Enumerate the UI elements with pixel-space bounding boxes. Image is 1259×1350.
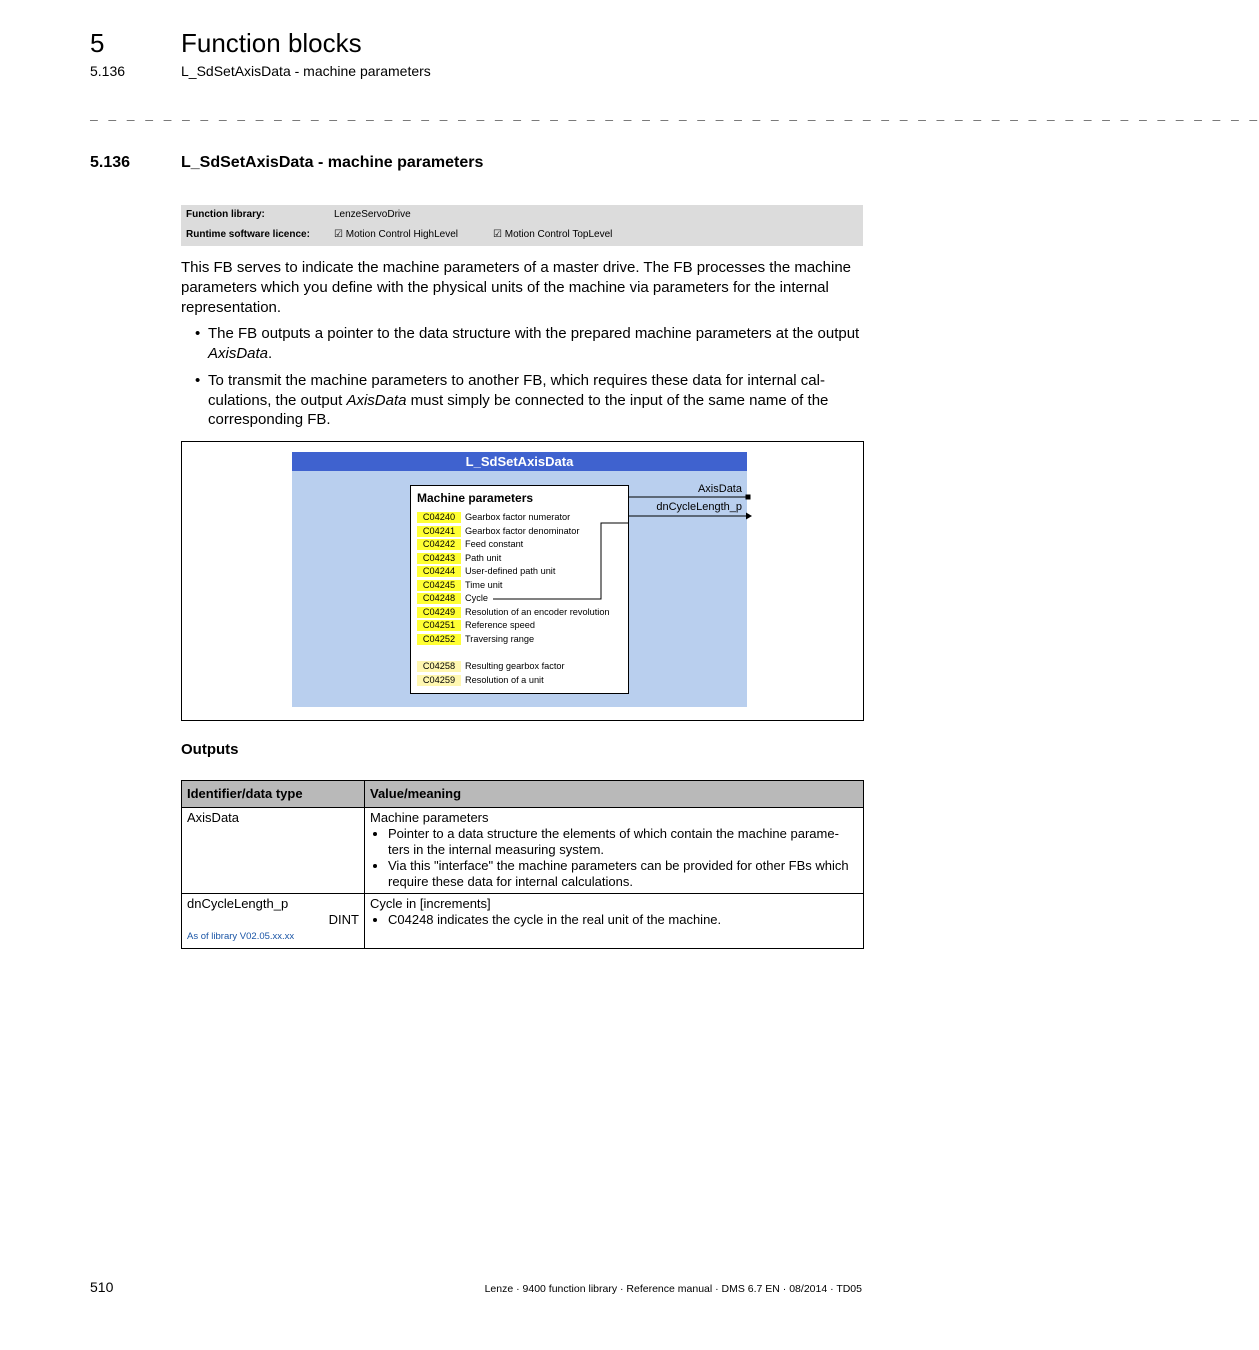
list-item: • C04248 indicates the cycle in the real unit of the machine.	[388, 912, 858, 928]
licence-label: Runtime software licence:	[186, 229, 310, 240]
page-number: 510	[90, 1279, 114, 1295]
parameter-code: C04243	[417, 553, 461, 564]
column-header: Identifier/data type	[182, 781, 365, 808]
parameter-code: C04258	[417, 661, 461, 672]
intro-paragraph: This FB serves to indicate the machine parameters of a master drive. The FB processes the machine parameters which you define with the physical units of the machine via parameters for the internal representation.	[181, 259, 852, 316]
bullet-marker: •	[195, 325, 201, 342]
list-item: • Via this "interface" the machine parameters can be provided for other FBs which require these data for internal calculations.	[388, 858, 858, 890]
parameter-code: C04245	[417, 580, 461, 591]
footer-text: Lenze · 9400 function library · Reference manual · DMS 6.7 EN · 08/2014 · TD05	[484, 1283, 862, 1295]
parameter-label: Gearbox factor denominator	[465, 525, 580, 536]
meaning-cell	[365, 808, 864, 894]
identifier-cell	[182, 808, 365, 894]
parameter-label: User-defined path unit	[465, 566, 556, 576]
table-row	[182, 808, 864, 894]
parameter-label: Resolution of a unit	[465, 674, 544, 685]
parameter-code: C04252	[417, 634, 461, 645]
meaning-list	[370, 912, 858, 928]
meaning-list	[370, 826, 858, 890]
table-row	[182, 894, 864, 949]
parameter-code: C04249	[417, 607, 461, 618]
function-library-value: LenzeServoDrive	[334, 209, 411, 220]
list-item: • Pointer to a data structure the elements of which contain the machine parame-ters in the internal measuring system.	[388, 826, 858, 858]
cyclelength-output-arrow	[746, 513, 752, 520]
section-heading: L_SdSetAxisData - machine parameters	[181, 154, 484, 171]
parameter-code: C04251	[417, 620, 461, 631]
table-header-row	[182, 781, 864, 808]
header-separator: _ _ _ _ _ _ _ _ _ _ _ _ _ _ _ _ _ _ _ _ _ _ _ _ _ _ _ _ _ _ _ _ _ _ _ _ _ _ _ _ _ _ _ _ _ _ _ _ _ _ _ _ _ _ _ _ _ _ _ _ _ _ _ _	[90, 108, 1259, 123]
chapter-number: 5	[90, 28, 105, 58]
running-section-number: 5.136	[90, 63, 126, 79]
parameter-code: C04244	[417, 566, 461, 577]
cycle-connector	[493, 523, 628, 599]
parameter-label: Resulting gearbox factor	[465, 661, 565, 671]
parameter-label: Cycle	[465, 593, 488, 603]
outputs-heading: Outputs	[181, 741, 239, 758]
parameter-label: Feed constant	[465, 539, 524, 549]
parameter-code: C04259	[417, 675, 461, 686]
identifier: dnCycleLength_p	[187, 896, 289, 911]
chapter-title: Function blocks	[181, 28, 362, 58]
parameter-code: C04241	[417, 526, 461, 537]
function-block-title: L_SdSetAxisData	[292, 452, 747, 471]
meaning-cell	[365, 894, 864, 949]
running-section-title: L_SdSetAxisData - machine parameters	[181, 63, 431, 79]
parameter-code: C04240	[417, 512, 461, 523]
identifier: AxisData	[187, 810, 240, 825]
identifier-cell	[182, 894, 365, 949]
licence-option-highlevel: ☑ Motion Control HighLevel	[334, 229, 459, 240]
licence-option-toplevel: ☑ Motion Control TopLevel	[493, 229, 613, 240]
meaning-text: Machine parameters	[370, 810, 489, 825]
parameter-label: Resolution of an encoder revolution	[465, 606, 610, 617]
data-type: DINT	[328, 912, 359, 927]
parameter-label: Time unit	[465, 579, 503, 590]
bullet-item-1: The FB outputs a pointer to the data structure with the prepared machine parameters at the output AxisData.	[208, 325, 860, 362]
outputs-table	[181, 780, 864, 949]
parameter-label: Path unit	[465, 552, 502, 563]
parameter-label: Gearbox factor numerator	[465, 512, 571, 522]
column-header: Value/meaning	[365, 781, 864, 808]
output-label-cyclelength: dnCycleLength_p	[656, 501, 742, 513]
bullet-item-2: To transmit the machine parameters to another FB, which requires these data for internal cal-culations, the output AxisData must simply be connected to the input of the same name of the corresponding FB.	[208, 372, 829, 428]
axisdata-output-terminal	[746, 495, 751, 500]
parameter-label: Reference speed	[465, 620, 535, 630]
output-label-axisdata: AxisData	[697, 483, 742, 495]
meaning-text: Cycle in [increments]	[370, 896, 491, 911]
parameter-code: C04248	[417, 593, 461, 604]
function-library-label: Function library:	[186, 209, 265, 220]
section-number: 5.136	[90, 154, 131, 171]
library-version-note: As of library V02.05.xx.xx	[187, 931, 295, 942]
parameter-code: C04242	[417, 539, 461, 550]
parameter-label: Traversing range	[465, 633, 535, 644]
bullet-marker: •	[195, 372, 201, 389]
machine-parameters-title: Machine parameters	[417, 491, 534, 505]
